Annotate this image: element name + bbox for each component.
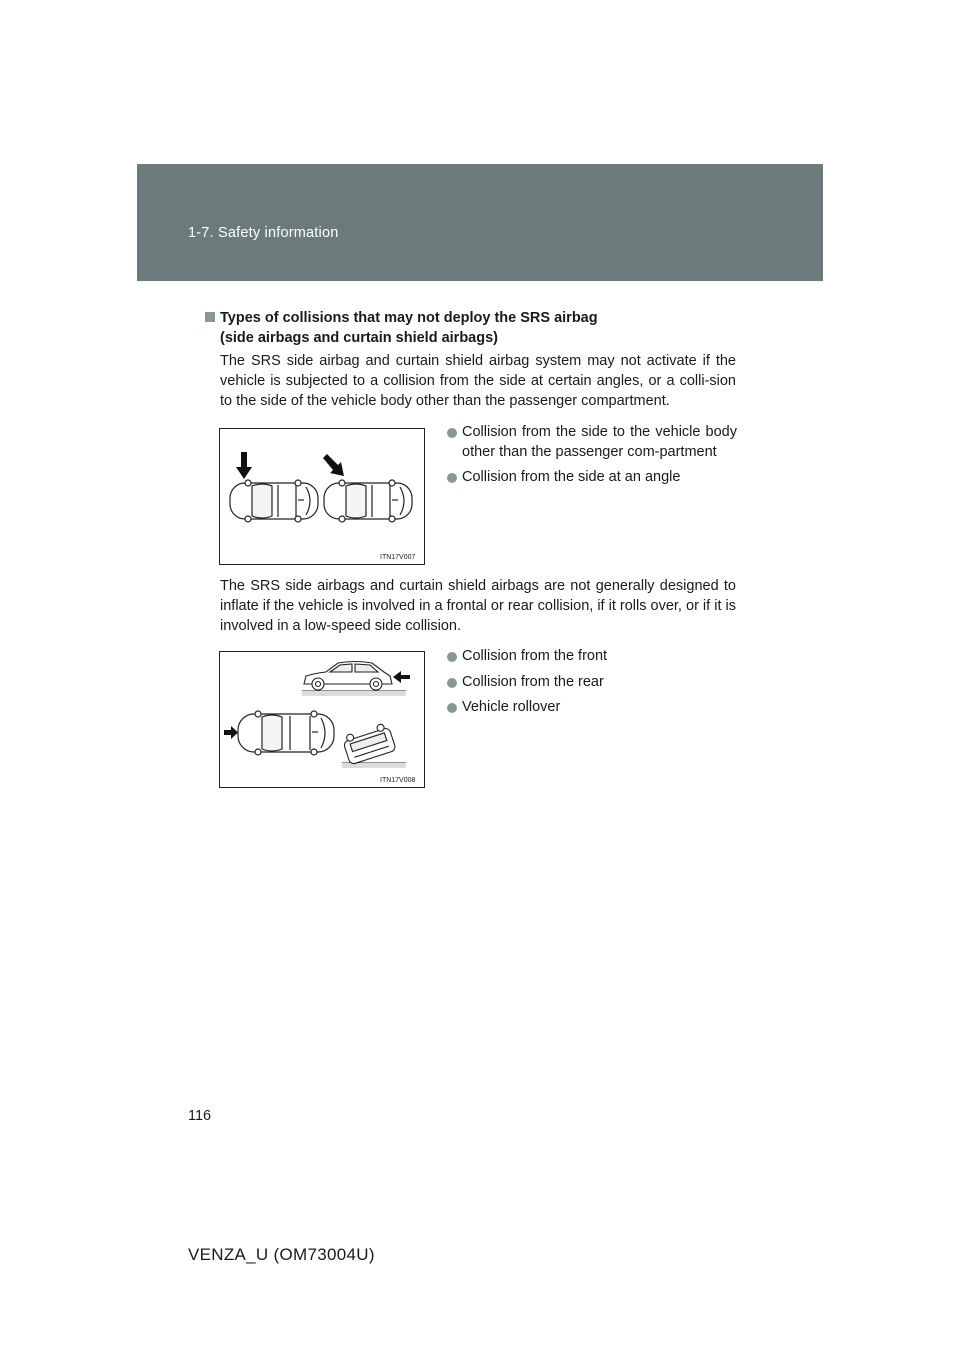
car-top-view-2 — [324, 480, 412, 522]
paragraph-side-collision: The SRS side airbag and curtain shield airbag system may not activate if the vehicle is subjected to a collision from the side at certain angles, or a colli-sion to the side of the vehicle body other than the passenger compartment. — [220, 353, 736, 409]
section-title: 1-7. Safety information — [188, 225, 339, 241]
round-bullet-icon — [447, 652, 457, 662]
bullet-list-side — [447, 423, 737, 494]
page-number: 116 — [188, 1108, 212, 1124]
car-top-view-3 — [238, 711, 334, 755]
car-top-view-1 — [230, 480, 318, 522]
list-item: Collision from the side at an angle — [447, 468, 737, 488]
arrow-left-icon — [393, 671, 410, 683]
list-item: Collision from the rear — [447, 673, 737, 693]
figure-code-2: ITN17V008 — [380, 777, 416, 784]
arrow-down-icon — [236, 452, 252, 479]
list-item: Collision from the side to the vehicle body other than the passenger com-partment — [447, 423, 737, 462]
heading-line-1: Types of collisions that may not deploy the SRS airbag — [220, 310, 598, 326]
paragraph-frontal-rear-rollover: The SRS side airbags and curtain shield airbags are not generally designed to inflate if the vehicle is involved in a frontal or rear collision, if it rolls over, or if it is involved in a low-speed side collision. — [220, 578, 736, 634]
round-bullet-icon — [447, 703, 457, 713]
list-item: Vehicle rollover — [447, 698, 737, 718]
arrow-right-icon — [224, 726, 238, 739]
figure-code-1: ITN17V007 — [380, 554, 416, 561]
side-collision-illustration — [220, 429, 426, 566]
figure-side-angle-collision — [219, 428, 425, 565]
list-item: Collision from the front — [447, 647, 737, 667]
front-rear-rollover-illustration — [220, 652, 426, 789]
round-bullet-icon — [447, 473, 457, 483]
round-bullet-icon — [447, 428, 457, 438]
car-rollover — [341, 722, 396, 765]
section-heading — [205, 308, 745, 348]
bullet-list-front-rear — [447, 647, 737, 724]
square-bullet-icon — [205, 312, 215, 322]
document-code: VENZA_U (OM73004U) — [188, 1245, 375, 1264]
heading-line-2: (side airbags and curtain shield airbags) — [220, 330, 498, 346]
car-side-view — [304, 662, 392, 691]
round-bullet-icon — [447, 678, 457, 688]
header-band — [137, 164, 823, 281]
arrow-diagonal-icon — [323, 454, 344, 476]
figure-front-rear-rollover — [219, 651, 425, 788]
